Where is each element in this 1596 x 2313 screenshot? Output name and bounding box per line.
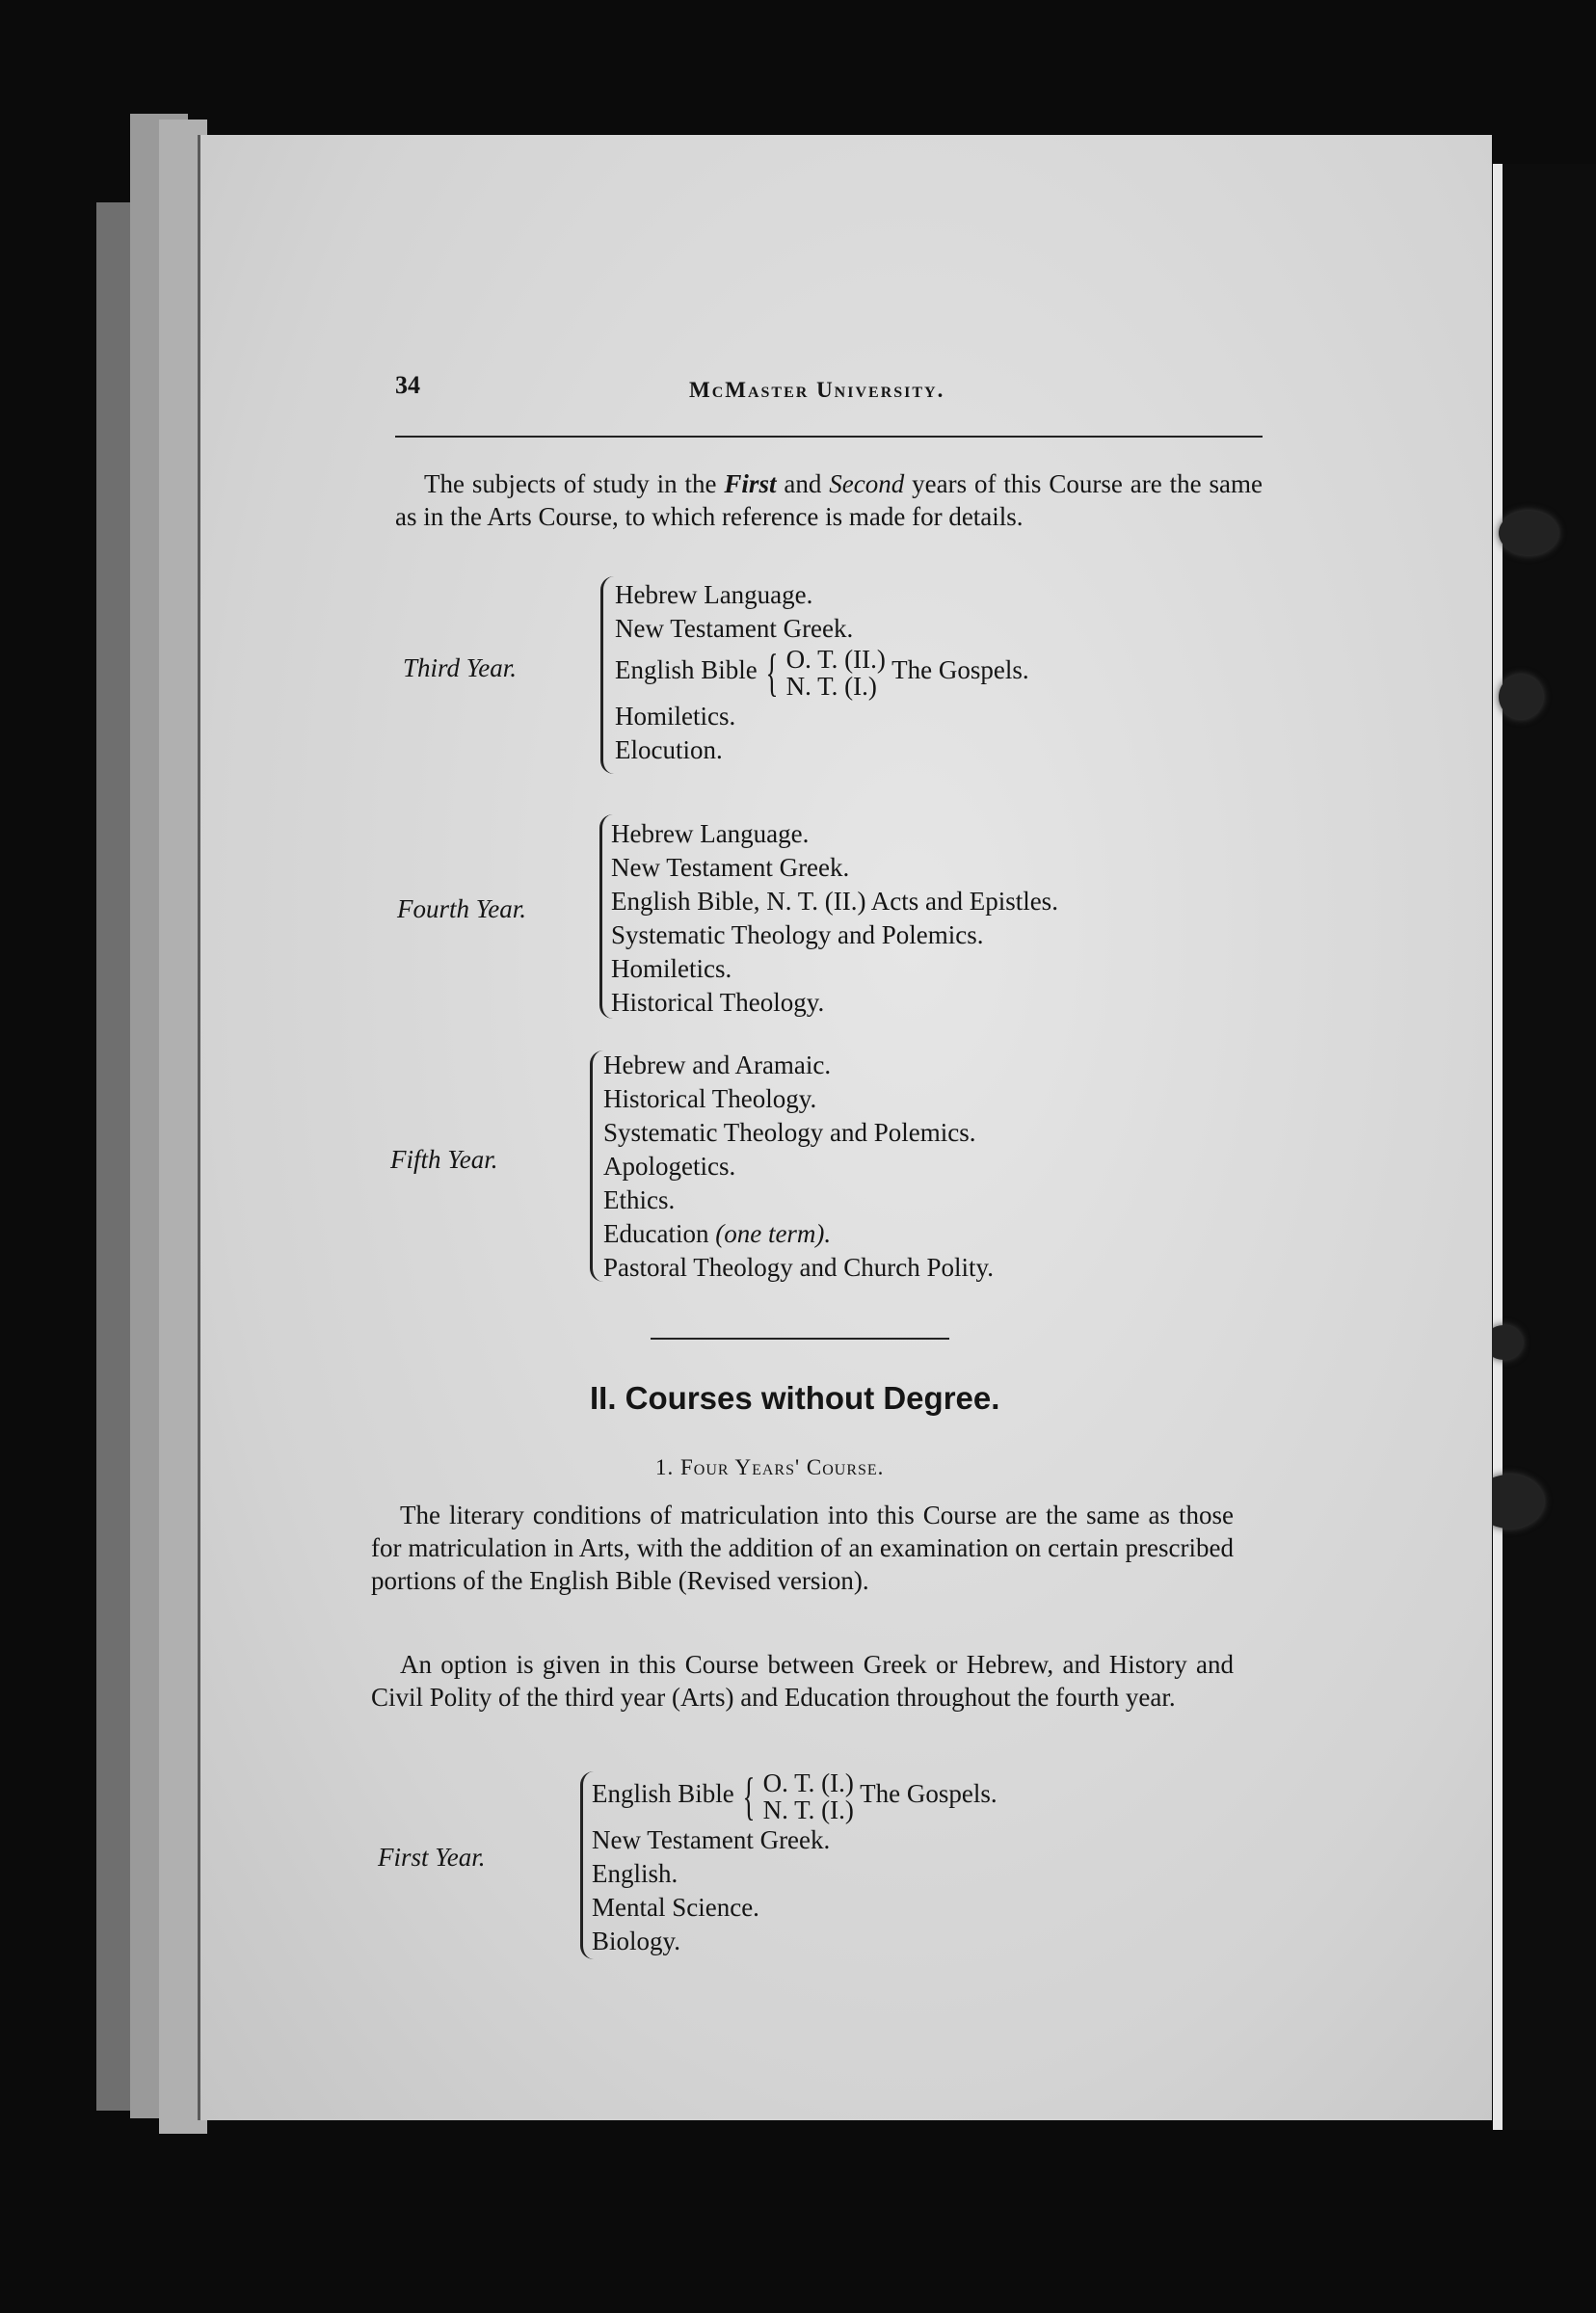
list-item: Historical Theology. [603, 1084, 817, 1113]
list-item: Hebrew Language. [615, 580, 813, 609]
fifth-year-label: Fifth Year. [390, 1145, 498, 1174]
section-heading: II. Courses without Degree. [590, 1380, 1000, 1416]
header-rule [395, 436, 1263, 438]
list-item: Mental Science. [592, 1893, 759, 1922]
matriculation-paragraph: The literary conditions of matriculation into this Course are the same as those for matriculation in Arts, with the addition of an examination on certain prescribed portions of the English Bible (Revised version). [371, 1501, 1234, 1595]
option-paragraph: An option is given in this Course between Greek or Hebrew, and History and Civil Polity of the third year (Arts) and Education throughout the fourth year. [371, 1650, 1234, 1712]
list-item-education: Education (one term). [603, 1219, 832, 1248]
section-separator [651, 1338, 949, 1340]
list-item: Homiletics. [615, 702, 736, 731]
list-item: Pastoral Theology and Church Polity. [603, 1253, 994, 1282]
list-item: Hebrew and Aramaic. [603, 1050, 832, 1079]
first-year-list [592, 1769, 998, 1958]
fourth-year-label: Fourth Year. [397, 894, 527, 923]
list-item: English. [592, 1859, 678, 1888]
fifth-year-brace [590, 1050, 604, 1282]
list-item: New Testament Greek. [611, 853, 850, 882]
list-item: New Testament Greek. [615, 614, 854, 643]
list-item: Systematic Theology and Polemics. [603, 1118, 976, 1147]
facing-page-strip [1503, 164, 1596, 2130]
list-item: Hebrew Language. [611, 819, 810, 848]
running-title: McMaster University. [689, 378, 945, 402]
list-item: New Testament Greek. [592, 1825, 831, 1854]
subsection-heading: 1. Four Years' Course. [655, 1455, 885, 1479]
third-year-label: Third Year. [403, 653, 518, 682]
list-item: Apologetics. [603, 1152, 736, 1181]
list-item: Homiletics. [611, 954, 732, 983]
fifth-year-list [603, 1049, 994, 1285]
intro-paragraph: The subjects of study in the First and Second years of this Course are the same as in the Arts Course, to which reference is made for details. [395, 469, 1263, 531]
list-item-english-bible: English Bible { O. T. (I.) N. T. (I.) The Gospels. [592, 1768, 998, 1825]
list-item: Elocution. [615, 735, 723, 764]
page-number: 34 [395, 371, 420, 399]
list-item-english-bible: English Bible { O. T. (II.) N. T. (I.) The Gospels. [615, 644, 1029, 702]
list-item: Systematic Theology and Polemics. [611, 920, 984, 949]
binding-hole [1499, 511, 1558, 555]
third-year-list [615, 578, 1029, 767]
fourth-year-list [611, 817, 1058, 1020]
first-year-label: First Year. [378, 1843, 486, 1872]
list-item: Ethics. [603, 1185, 676, 1214]
third-year-brace [600, 576, 615, 774]
binding-hole [1499, 675, 1543, 719]
list-item: Biology. [592, 1927, 681, 1955]
book-spine [1493, 164, 1503, 2130]
list-item: English Bible, N. T. (II.) Acts and Epistles. [611, 887, 1058, 916]
list-item: Historical Theology. [611, 988, 825, 1017]
